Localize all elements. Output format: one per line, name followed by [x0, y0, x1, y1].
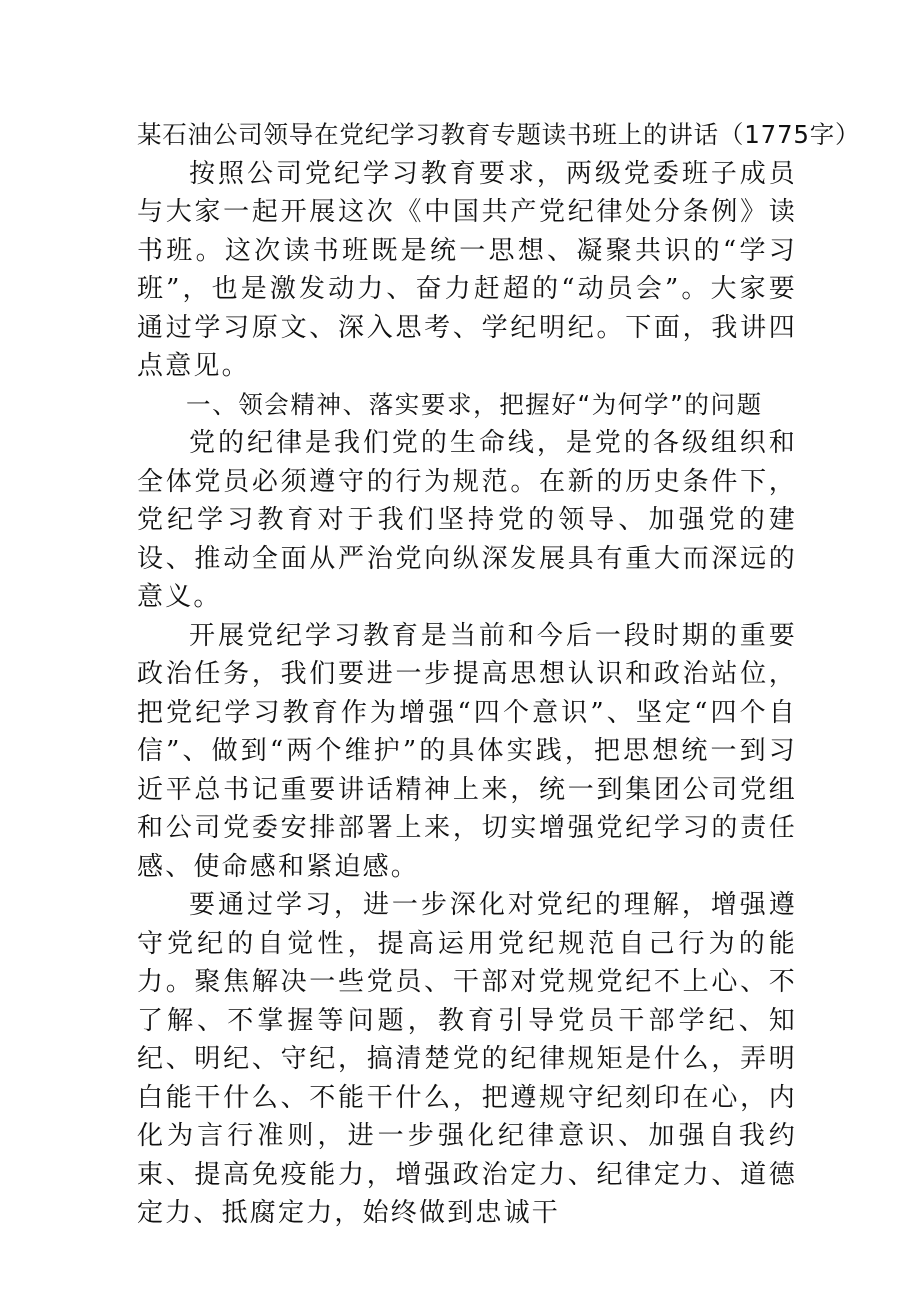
body-paragraph: 开展党纪学习教育是当前和今后一段时期的重要政治任务，我们要进一步提高思想认识和政治站位，把党纪学习教育作为增强“四个意识”、坚定“四个自信”、做到“两个维护”的具体实践，把思想统一到习近平总书记重要讲话精神上来，统一到集团公司党组和公司党委安排部署上来，切实增强党纪学习的责任感、使命感和紧迫感。: [137, 620, 797, 882]
document-body: [137, 116, 861, 1233]
intro-paragraph: 按照公司党纪学习教育要求，两级党委班子成员与大家一起开展这次《中国共产党纪律处分条例》读书班。这次读书班既是统一思想、凝聚共识的“学习班”，也是激发动力、奋力赶超的“动员会”。大家要通过学习原文、深入思考、学纪明纪。下面，我讲四点意见。: [137, 158, 797, 381]
body-paragraph: 党的纪律是我们党的生命线，是党的各级组织和全体党员必须遵守的行为规范。在新的历史条件下，党纪学习教育对于我们坚持党的领导、加强党的建设、推动全面从严治党向纵深发展具有重大而深远的意义。: [137, 428, 797, 612]
document-title: 某石油公司领导在党纪学习教育专题读书班上的讲话（1775字）: [137, 120, 861, 149]
body-paragraph: 要通过学习，进一步深化对党纪的理解，增强遵守党纪的自觉性，提高运用党纪规范自己行为的能力。聚焦解决一些党员、干部对党规党纪不上心、不了解、不掌握等问题，教育引导党员干部学纪、知纪、明纪、守纪，搞清楚党的纪律规矩是什么，弄明白能干什么、不能干什么，把遵规守纪刻印在心，内化为言行准则，进一步强化纪律意识、加强自我约束、提高免疫能力，增强政治定力、纪律定力、道德定力、抵腐定力，始终做到忠诚干: [137, 890, 797, 1228]
section-heading-1: 一、领会精神、落实要求，把握好“为何学”的问题: [186, 389, 763, 419]
